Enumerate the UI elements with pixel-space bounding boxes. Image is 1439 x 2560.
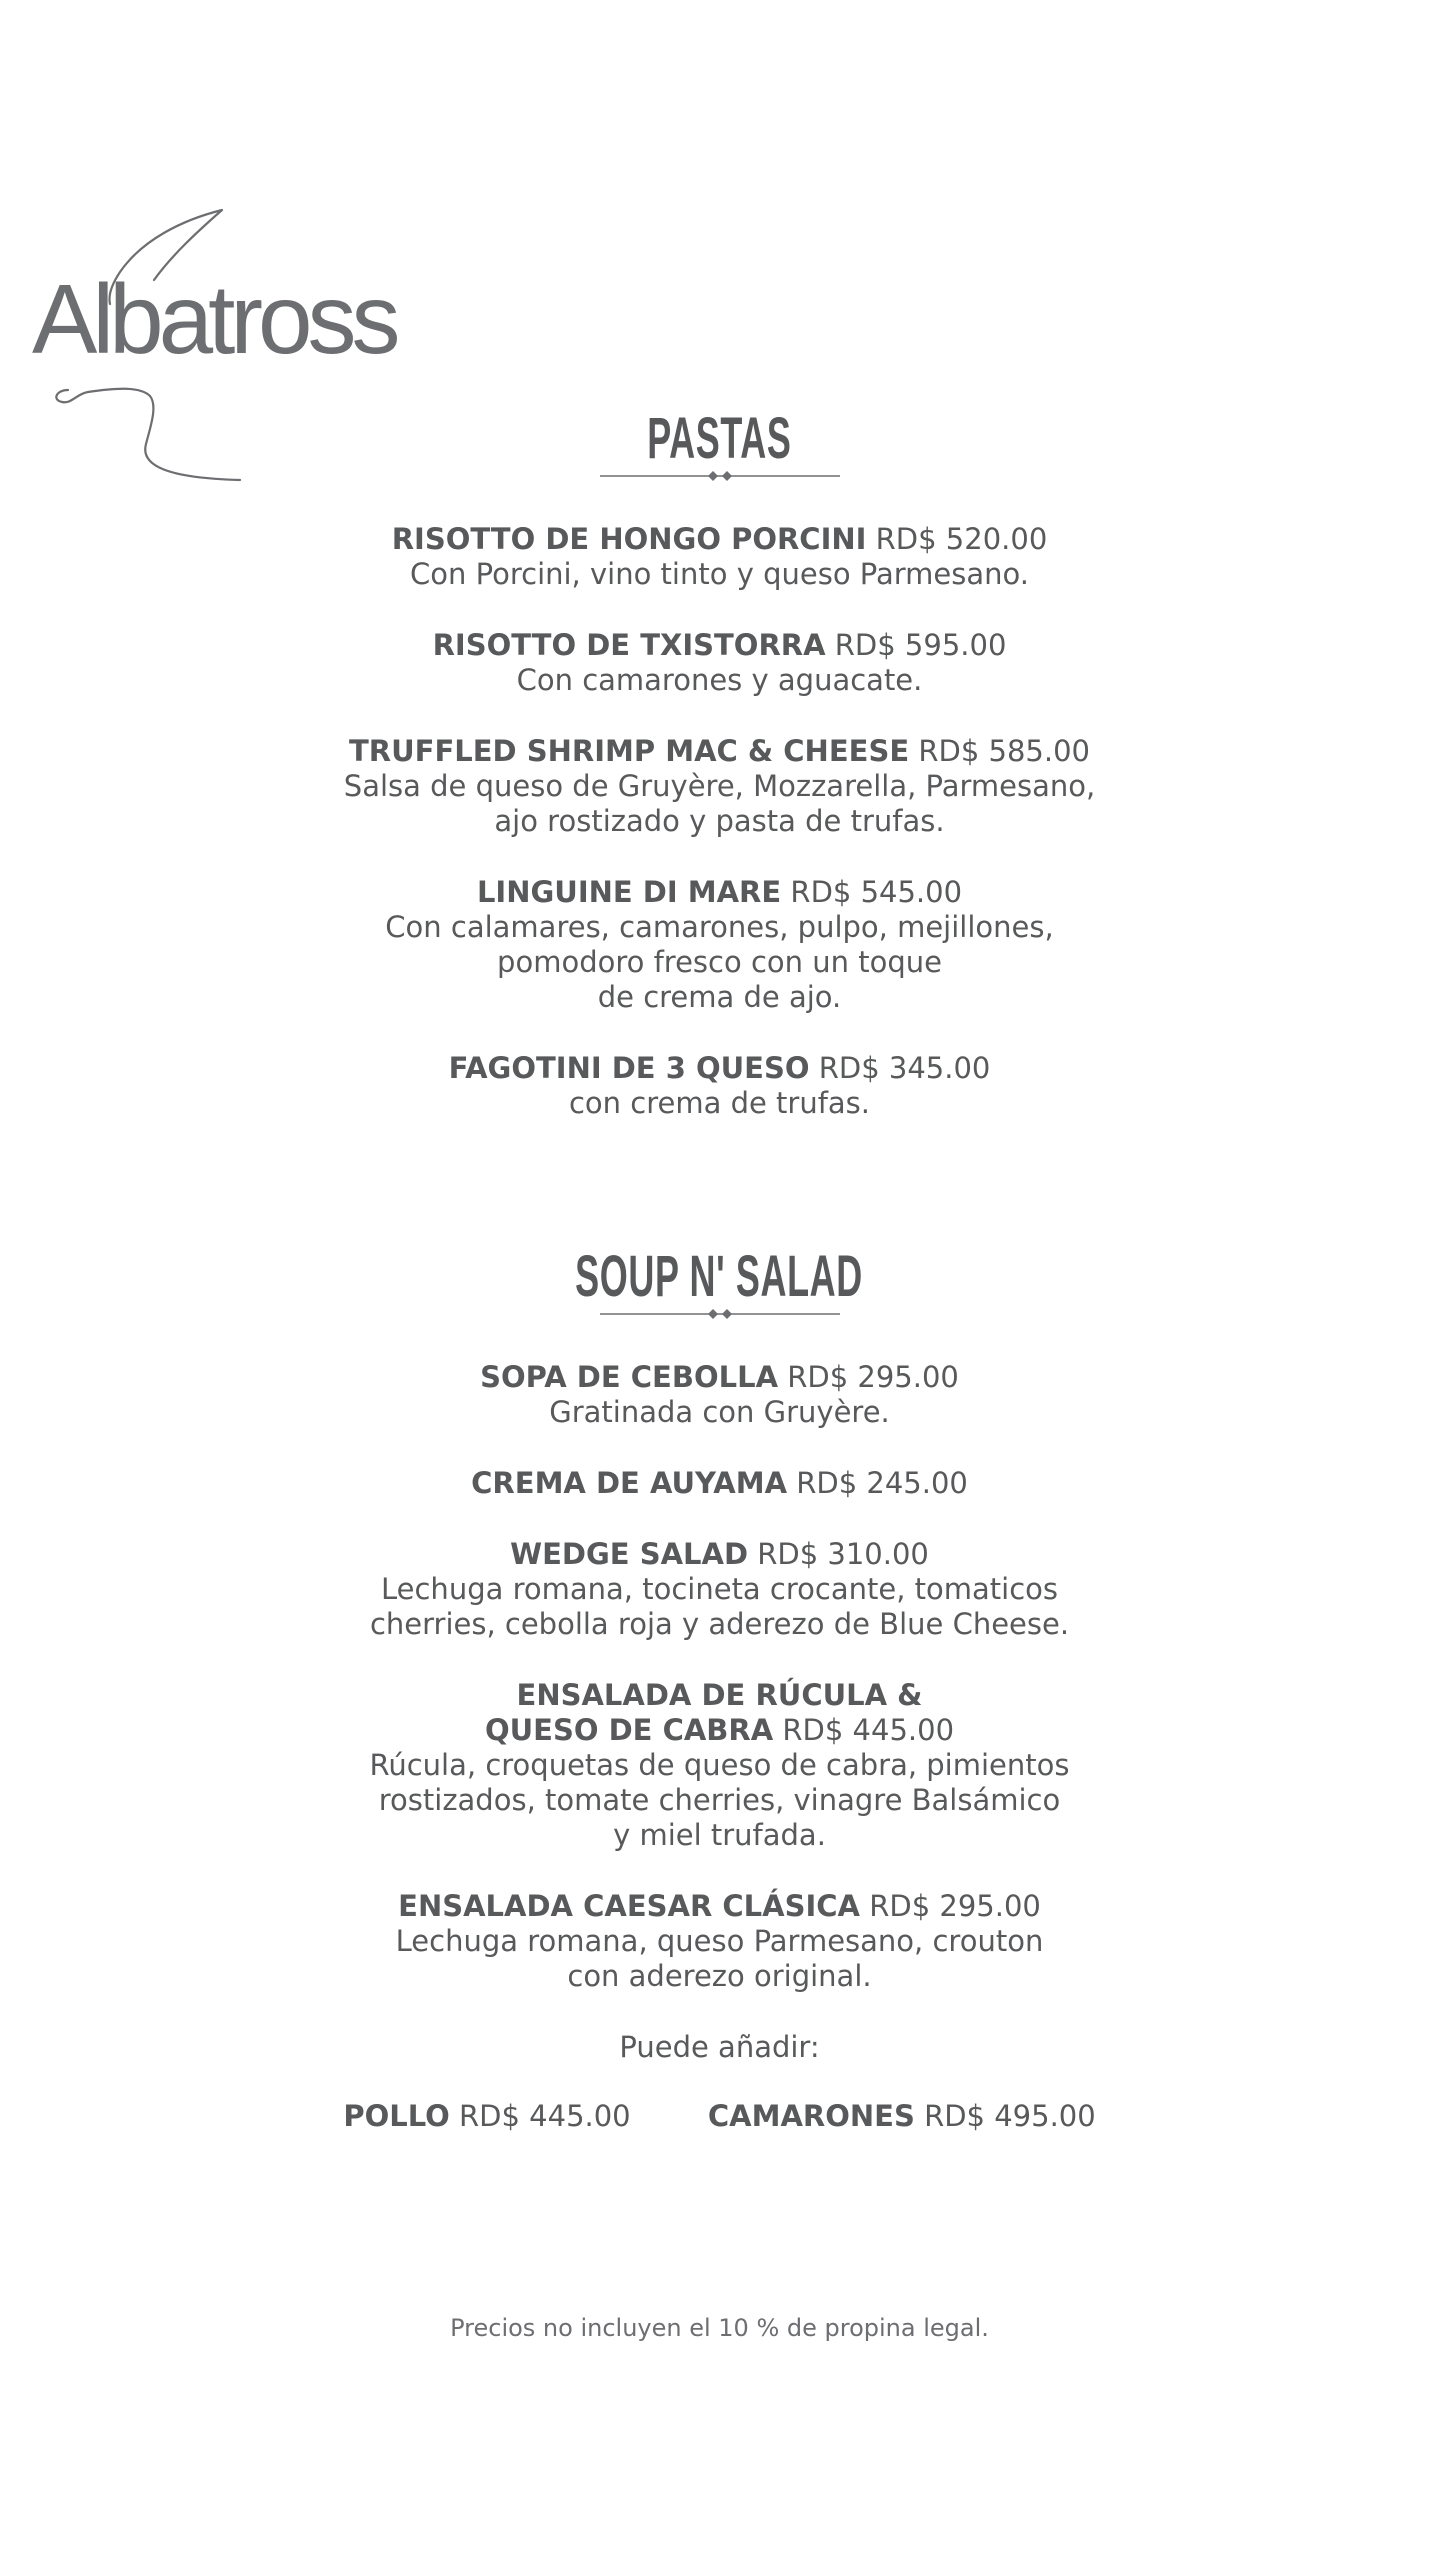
list-item xyxy=(270,1678,1170,1853)
item-price: RD$ 585.00 xyxy=(918,734,1090,768)
item-name: RISOTTO DE TXISTORRA xyxy=(432,628,826,662)
list-item xyxy=(270,628,1170,698)
item-description: pomodoro fresco con un toque xyxy=(497,945,942,979)
item-description: Rúcula, croquetas de queso de cabra, pimientos xyxy=(369,1748,1070,1782)
item-description: Lechuga romana, tocineta crocante, tomaticos xyxy=(381,1572,1058,1606)
item-description: de crema de ajo. xyxy=(597,980,842,1014)
item-price: RD$ 310.00 xyxy=(757,1537,929,1571)
item-description: Con calamares, camarones, pulpo, mejillones, xyxy=(385,910,1054,944)
item-description: cherries, cebolla roja y aderezo de Blue Cheese. xyxy=(369,1607,1070,1641)
addon-lead: Puede añadir: xyxy=(619,2030,820,2064)
item-description: ajo rostizado y pasta de trufas. xyxy=(494,804,945,838)
list-item xyxy=(270,734,1170,839)
item-description: Salsa de queso de Gruyère, Mozzarella, Parmesano, xyxy=(343,769,1096,803)
list-item xyxy=(270,1051,1170,1121)
item-name: ENSALADA CAESAR CLÁSICA xyxy=(398,1889,860,1923)
addon-name: POLLO xyxy=(343,2099,450,2133)
item-price: RD$ 520.00 xyxy=(875,522,1048,556)
item-price: RD$ 595.00 xyxy=(834,628,1007,662)
item-description: y miel trufada. xyxy=(613,1818,826,1852)
item-name: QUESO DE CABRA xyxy=(484,1713,774,1747)
item-description: con aderezo original. xyxy=(567,1959,872,1993)
section-header xyxy=(0,1244,1439,1322)
item-price: RD$ 245.00 xyxy=(796,1466,968,1500)
item-name: LINGUINE DI MARE xyxy=(476,875,782,909)
item-price: RD$ 445.00 xyxy=(782,1713,955,1747)
list-item xyxy=(270,1537,1170,1642)
item-name: TRUFFLED SHRIMP MAC & CHEESE xyxy=(348,734,910,768)
pastas-list xyxy=(0,522,1439,1121)
section-soup-salad xyxy=(0,1244,1439,2134)
addon-item xyxy=(343,2099,630,2134)
item-description: Con Porcini, vino tinto y queso Parmesano. xyxy=(410,557,1029,591)
item-price: RD$ 545.00 xyxy=(790,875,963,909)
section-header xyxy=(0,406,1439,484)
addon-price: RD$ 445.00 xyxy=(459,2099,631,2133)
section-pastas xyxy=(0,406,1439,1157)
item-name: CREMA DE AUYAMA xyxy=(471,1466,788,1500)
item-name: RISOTTO DE HONGO PORCINI xyxy=(391,522,867,556)
item-name: FAGOTINI DE 3 QUESO xyxy=(448,1051,810,1085)
list-item xyxy=(270,1466,1170,1501)
item-name: WEDGE SALAD xyxy=(510,1537,749,1571)
item-price: RD$ 295.00 xyxy=(787,1360,959,1394)
item-description: Gratinada con Gruyère. xyxy=(549,1395,890,1429)
item-description: Lechuga romana, queso Parmesano, crouton xyxy=(395,1924,1044,1958)
item-price: RD$ 345.00 xyxy=(818,1051,991,1085)
item-name: ENSALADA DE RÚCULA & xyxy=(516,1678,923,1712)
list-item xyxy=(270,522,1170,592)
item-description: con crema de trufas. xyxy=(568,1086,871,1120)
item-description: rostizados, tomate cherries, vinagre Balsámico xyxy=(378,1783,1061,1817)
addons-row xyxy=(0,2099,1439,2134)
list-item xyxy=(270,875,1170,1015)
section-title: SOUP N' SALAD xyxy=(575,1244,864,1309)
addon-price: RD$ 495.00 xyxy=(924,2099,1096,2133)
item-description: Con camarones y aguacate. xyxy=(516,663,923,697)
addon-name: CAMARONES xyxy=(707,2099,915,2133)
footnote: Precios no incluyen el 10 % de propina legal. xyxy=(450,2314,989,2342)
item-name: SOPA DE CEBOLLA xyxy=(480,1360,779,1394)
list-item xyxy=(270,1889,1170,1994)
list-item xyxy=(270,1360,1170,1430)
section-title: PASTAS xyxy=(647,406,792,471)
item-price: RD$ 295.00 xyxy=(869,1889,1041,1923)
addon-item xyxy=(708,2099,1096,2134)
soup-salad-list xyxy=(0,1360,1439,2134)
logo-text: Albatross xyxy=(32,264,396,374)
